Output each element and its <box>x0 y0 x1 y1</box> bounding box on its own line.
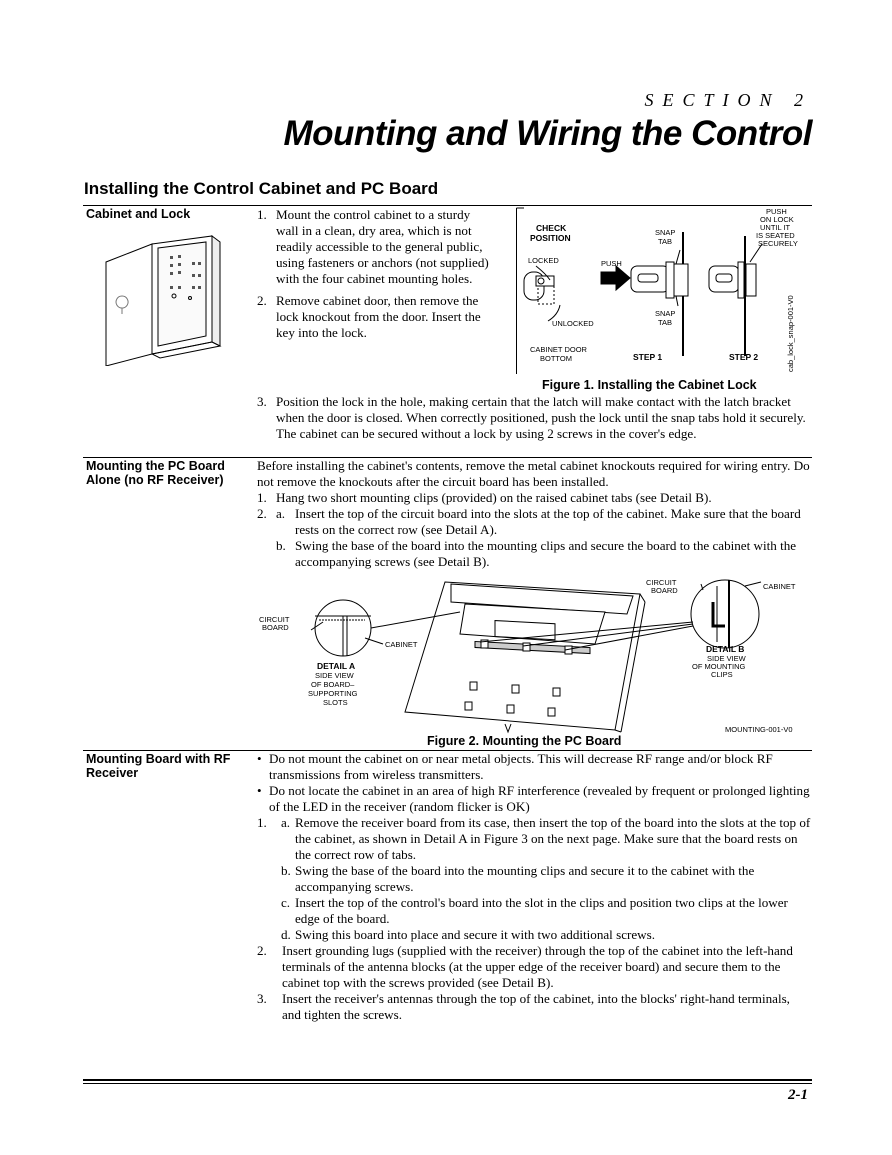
figure1-lock-diagram <box>516 206 812 374</box>
page-title: Mounting and Wiring the Control <box>283 114 812 153</box>
fig2-detail-b-1: DETAIL B <box>706 644 745 654</box>
step-text: Remove the receiver board from its case, then insert the top of the board into the slots at the top of the cabinet, as shown in Detail A in Figure 3 on the next page. Make sure that the board rests on the correct row of tabs. <box>295 815 811 862</box>
fig1-push-on-lock-3: UNTIL IT <box>760 223 791 232</box>
step-text: Position the lock in the hole, making certain that the latch will make contact with the latch bracket when the door is closed. When correctly positioned, push the lock until the snap tabs hold it securely. <box>276 394 806 425</box>
rf-bullet-2 <box>257 783 812 815</box>
figure1-caption: Figure 1. Installing the Cabinet Lock <box>542 378 757 392</box>
bullet-text: Do not locate the cabinet in an area of high RF interference (revealed by frequent or prolonged lighting of the LED in the receiver (random flicker is OK) <box>269 783 810 814</box>
step-number: 2. <box>257 293 267 308</box>
pc-board-step-1 <box>257 490 812 506</box>
fig2-detail-b-4: CLIPS <box>711 670 733 679</box>
footer-rule <box>83 1083 812 1084</box>
step-letter: a. <box>276 506 286 521</box>
step-text: Swing the base of the board into the mounting clips and secure it to the cabinet with the accompanying screws. <box>295 863 755 894</box>
fig2-detail-b-3: OF MOUNTING <box>692 662 746 671</box>
figure2-caption: Figure 2. Mounting the PC Board <box>427 734 622 748</box>
fig1-snap-tab-bottom-2: TAB <box>658 318 673 327</box>
footer-rule <box>83 1079 812 1081</box>
pc-board-intro: Before installing the cabinet's contents, remove the metal cabinet knockouts required for wiring entry. Do not remove the knockouts after the circuit board has been installed. <box>257 458 810 489</box>
fig2-circuit-board-right-1: CIRCUIT <box>646 578 677 587</box>
fig1-push-on-lock-1: PUSH <box>766 207 787 216</box>
fig2-file-id: MOUNTING-001-V0 <box>725 725 793 734</box>
cabinet-illustration <box>100 234 230 366</box>
fig2-detail-a-1: DETAIL A <box>317 661 356 671</box>
fig1-cabinet-door-2: BOTTOM <box>540 354 572 363</box>
step-text: Mount the control cabinet to a sturdy wall in a clean, dry area, which is not readily accessible to the general public, using fasteners or anchors (not supplied) with the four cabinet mounting holes. <box>276 207 489 286</box>
pc-board-step-2a <box>257 506 812 538</box>
cabinet-note: The cabinet can be secured without a lock by using 2 screws in the cover's edge. <box>276 426 697 441</box>
cabinet-and-lock-label: Cabinet and Lock <box>86 207 191 221</box>
fig1-unlocked: UNLOCKED <box>552 319 594 328</box>
pc-board-steps <box>257 458 812 570</box>
fig1-snap-tab-top-2: TAB <box>658 237 673 246</box>
rf-step-1c <box>257 895 812 927</box>
step-text: Insert grounding lugs (supplied with the receiver) through the top of the cabinet into the left-hand terminals of the antenna blocks (at the upper edge of the receiver board) and secure them to the cabinet top with the screws provided (see Detail B). <box>282 943 793 990</box>
fig1-check-position-2: POSITION <box>530 233 571 243</box>
fig2-detail-a-4: SUPPORTING <box>308 689 358 698</box>
bullet-dot: • <box>257 751 262 766</box>
fig2-detail-b-2: SIDE VIEW <box>707 654 746 663</box>
step-text: Hang two short mounting clips (provided) on the raised cabinet tabs (see Detail B). <box>276 490 712 505</box>
step-text: Insert the top of the control's board into the slot in the clips and position two clips at the lower edge of the board. <box>295 895 788 926</box>
bullet-text: Do not mount the cabinet on or near metal objects. This will decrease RF range and/or block RF transmissions from wireless transmitters. <box>269 751 773 782</box>
step-letter: b. <box>276 538 286 553</box>
fig1-snap-tab-top-1: SNAP <box>655 228 676 237</box>
fig2-detail-a-3: OF BOARD– <box>311 680 355 689</box>
rf-step-1b <box>257 863 812 895</box>
subsection-title: Installing the Control Cabinet and PC Board <box>84 179 439 198</box>
fig1-locked: LOCKED <box>528 256 559 265</box>
section-label: SECTION 2 <box>644 90 812 110</box>
fig1-cabinet-door-1: CABINET DOOR <box>530 345 587 354</box>
fig2-detail-a-5: SLOTS <box>323 698 348 707</box>
rf-receiver-steps <box>257 751 812 1023</box>
step-text: Swing the base of the board into the mounting clips and secure the board to the cabinet with the accompanying screws (see Detail B). <box>295 538 797 569</box>
page-number: 2-1 <box>788 1087 808 1103</box>
step-number: 3. <box>257 394 267 409</box>
fig2-circuit-board-right-2: BOARD <box>651 586 678 595</box>
fig2-cabinet-left: CABINET <box>385 640 418 649</box>
step-text: Insert the top of the circuit board into the slots at the top of the cabinet. Make sure that the board rests on the correct row (see Detail A). <box>295 506 801 537</box>
pc-board-step-2b <box>257 538 812 570</box>
cabinet-steps <box>257 207 489 341</box>
rf-step-1d <box>257 927 812 943</box>
bullet-dot: • <box>257 783 262 798</box>
step-letter: d. <box>281 927 291 942</box>
fig1-push-on-lock-5: SECURELY <box>758 239 798 248</box>
cabinet-step-1 <box>257 207 489 287</box>
step-text: Insert the receiver's antennas through the top of the cabinet, into the blocks' right-hand terminals, and tighten the screws. <box>282 991 790 1022</box>
step-letter: b. <box>281 863 291 878</box>
rf-step-2 <box>257 943 812 991</box>
step-number: 1. <box>257 207 267 222</box>
fig2-circuit-board-left-2: BOARD <box>262 623 289 632</box>
fig1-push-on-lock-2: ON LOCK <box>760 215 794 224</box>
cabinet-step-3-block <box>257 394 812 442</box>
fig1-push: PUSH <box>601 259 622 268</box>
rf-receiver-label: Mounting Board with RF Receiver <box>86 752 231 780</box>
rf-step-3 <box>257 991 812 1023</box>
rf-step-1a <box>257 815 812 863</box>
fig1-step2: STEP 2 <box>729 352 759 362</box>
step-number: 2. <box>257 943 267 958</box>
step-number: 3. <box>257 991 267 1006</box>
fig2-circuit-board-left-1: CIRCUIT <box>259 615 290 624</box>
step-letter: a. <box>281 815 291 830</box>
fig2-detail-a-2: SIDE VIEW <box>315 671 354 680</box>
cabinet-step-3 <box>257 394 812 426</box>
cabinet-step-2 <box>257 293 489 341</box>
figure2-mounting-diagram <box>255 572 812 737</box>
fig1-step1: STEP 1 <box>633 352 663 362</box>
pc-board-alone-label: Mounting the PC Board Alone (no RF Receiver) <box>86 459 225 487</box>
step-text: Remove cabinet door, then remove the lock knockout from the door. Insert the key into the lock. <box>276 293 481 340</box>
step-letter: c. <box>281 895 291 910</box>
step-text: Swing this board into place and secure it with two additional screws. <box>295 927 656 942</box>
step-number: 2. <box>257 506 267 521</box>
step-number: 1. <box>257 490 267 505</box>
step-number: 1. <box>257 815 267 830</box>
fig1-file-id: cab_lock_snap-001-V0 <box>786 295 795 372</box>
rf-bullet-1 <box>257 751 812 783</box>
fig1-check-position-1: CHECK <box>536 223 567 233</box>
fig1-snap-tab-bottom-1: SNAP <box>655 309 676 318</box>
fig2-cabinet-right: CABINET <box>763 582 796 591</box>
fig1-push-on-lock-4: IS SEATED <box>756 231 795 240</box>
